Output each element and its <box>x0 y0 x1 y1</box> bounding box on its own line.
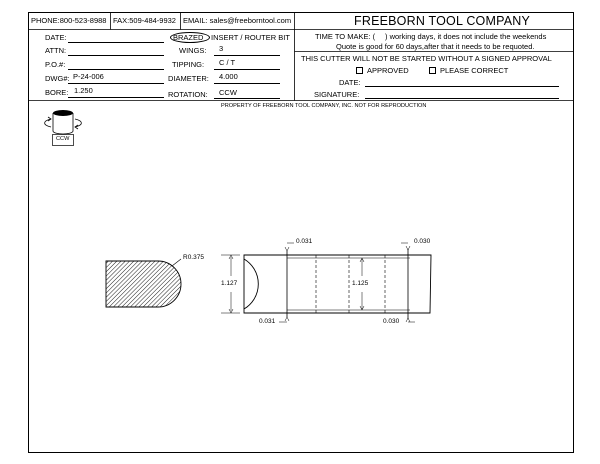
property-note: PROPERTY OF FREEBORN TOOL COMPANY, INC. NOT FOR REPRODUCTION <box>221 103 427 109</box>
bore-value: 1.250 <box>74 86 93 95</box>
wings-value: 3 <box>219 44 224 53</box>
email-address[interactable]: EMAIL: sales@freeborntool.com <box>183 16 292 25</box>
company-name: FREEBORN TOOL COMPANY <box>354 14 530 28</box>
rotation-icon-label: CCW <box>56 136 70 142</box>
radius-dimension: R0.375 <box>183 254 204 261</box>
time-to-make-prefix: TIME TO MAKE: ( <box>315 32 376 41</box>
please-correct-label: PLEASE CORRECT <box>440 66 509 75</box>
insert-router-option[interactable]: INSERT / ROUTER BIT <box>211 33 290 42</box>
tipping-label: TIPPING: <box>172 60 205 69</box>
height-dimension-mid: 1.125 <box>352 280 369 287</box>
time-to-make-suffix: ) working days, it does not include the weekends <box>385 32 547 41</box>
dimension-bottom-right: 0.030 <box>383 318 400 325</box>
height-dimension-left: 1.127 <box>221 280 238 287</box>
tipping-value: C / T <box>219 58 236 67</box>
po-label: P.O.#: <box>45 60 66 69</box>
date-label: DATE: <box>45 33 67 42</box>
quote-note: Quote is good for 60 days,after that it needs to be requoted. <box>336 42 535 51</box>
dimension-top-left: 0.031 <box>296 238 313 245</box>
dwg-value: P-24-006 <box>73 72 104 81</box>
diameter-label: DIAMETER: <box>168 74 209 83</box>
attn-label: ATTN: <box>45 46 67 55</box>
dwg-label: DWG#: <box>45 74 70 83</box>
brazed-option[interactable]: BRAZED <box>173 33 204 42</box>
fax-number: FAX:509-484-9932 <box>113 16 176 25</box>
rotation-label: ROTATION: <box>168 90 208 99</box>
approval-warning: THIS CUTTER WILL NOT BE STARTED WITHOUT A SIGNED APPROVAL <box>301 54 552 63</box>
approval-date-label: DATE: <box>339 78 361 87</box>
approved-label: APPROVED <box>367 66 409 75</box>
bore-label: BORE: <box>45 88 69 97</box>
rotation-value: CCW <box>219 88 237 97</box>
wings-label: WINGS: <box>179 46 207 55</box>
signature-label: SIGNATURE: <box>314 90 360 99</box>
dimension-bottom-left: 0.031 <box>259 318 276 325</box>
diameter-value: 4.000 <box>219 72 238 81</box>
dimension-top-right: 0.030 <box>414 238 431 245</box>
phone-number: PHONE:800-523-8988 <box>31 16 107 25</box>
